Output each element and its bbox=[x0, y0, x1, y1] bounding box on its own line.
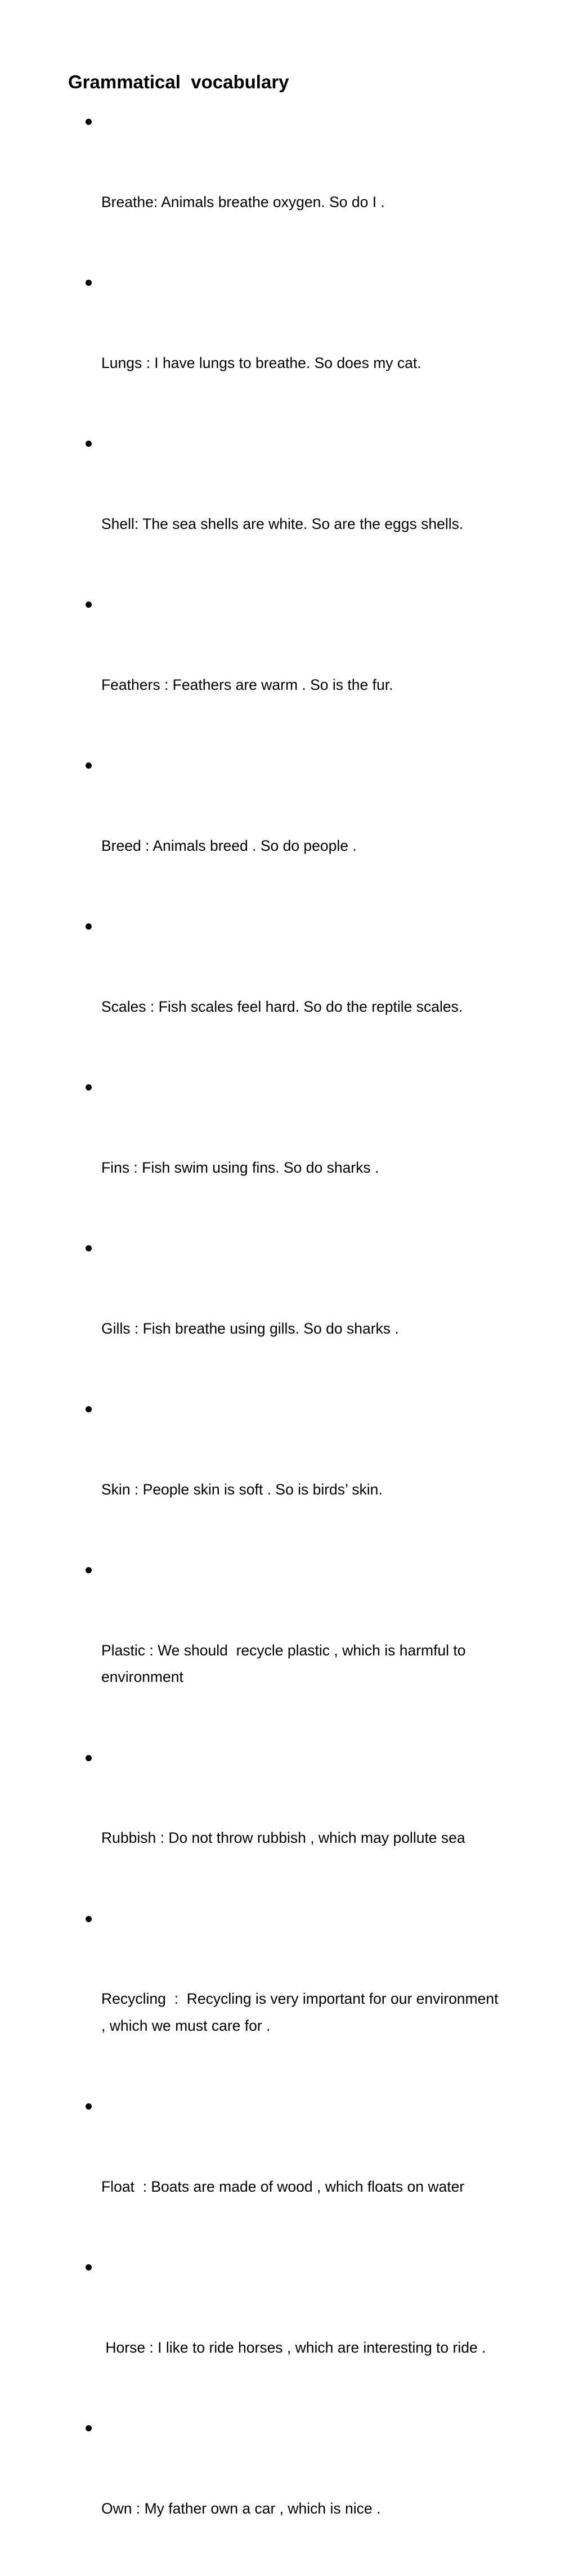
list-item-text: Scales : Fish scales feel hard. So do the reptile scales. bbox=[101, 998, 463, 1015]
list-item bbox=[0, 1074, 506, 1235]
bullet-icon bbox=[86, 1916, 92, 1922]
list-item-text: Horse : I like to ride horses , which are interesting to ride . bbox=[101, 2339, 486, 2356]
list-item-text: Gills : Fish breathe using gills. So do sharks . bbox=[101, 1320, 399, 1337]
bullet-icon bbox=[86, 280, 92, 286]
bullet-icon bbox=[86, 1245, 92, 1251]
list-item-text: Breed : Animals breed . So do people . bbox=[101, 837, 357, 854]
bullet-icon bbox=[86, 2425, 92, 2431]
list-item bbox=[0, 2415, 506, 2575]
bullet-icon bbox=[86, 1755, 92, 1761]
list-item bbox=[0, 1557, 506, 1744]
list-item-text: Feathers : Feathers are warm . So is the fur. bbox=[101, 676, 393, 693]
list-item-text: Recycling : Recycling is very important for our environment , which we must care for . bbox=[101, 1990, 503, 2034]
bullet-icon bbox=[86, 762, 92, 769]
list-item bbox=[0, 1396, 506, 1556]
list-item bbox=[0, 1235, 506, 1395]
list-item-text: Skin : People skin is soft . So is birds’ skin. bbox=[101, 1480, 383, 1498]
list-item-text: Lungs : I have lungs to breathe. So does my cat. bbox=[101, 354, 421, 371]
list-item bbox=[0, 109, 506, 269]
bullet-icon bbox=[86, 923, 92, 930]
bullet-icon bbox=[86, 441, 92, 447]
bullet-icon bbox=[86, 119, 92, 125]
list-item-text: Own : My father own a car , which is nice . bbox=[101, 2499, 381, 2517]
list-item bbox=[0, 913, 506, 1074]
list-item-text: Shell: The sea shells are white. So are the eggs shells. bbox=[101, 515, 464, 532]
list-item bbox=[0, 1906, 506, 2093]
list-item-text: Float : Boats are made of wood , which floats on water bbox=[101, 2178, 465, 2195]
list-item bbox=[0, 1745, 506, 1905]
bullet-icon bbox=[86, 1406, 92, 1412]
list-item bbox=[0, 270, 506, 430]
list-item bbox=[0, 752, 506, 913]
bullet-icon bbox=[86, 2103, 92, 2110]
list-item-text: Plastic : We should recycle plastic , which is harmful to environment bbox=[101, 1641, 470, 1685]
bullet-icon bbox=[86, 2264, 92, 2270]
list-item bbox=[0, 430, 506, 591]
list-item bbox=[0, 2254, 506, 2415]
vocabulary-list bbox=[0, 109, 574, 2576]
list-item-text: Breathe: Animals breathe oxygen. So do I . bbox=[101, 193, 385, 210]
list-item-text: Fins : Fish swim using fins. So do sharks . bbox=[101, 1159, 379, 1176]
list-item bbox=[0, 2093, 506, 2254]
bullet-icon bbox=[86, 1084, 92, 1090]
list-item bbox=[0, 591, 506, 752]
bullet-icon bbox=[86, 1567, 92, 1573]
list-item-text: Rubbish : Do not throw rubbish , which may pollute sea bbox=[101, 1829, 465, 1846]
bullet-icon bbox=[86, 602, 92, 608]
page-title: Grammatical vocabulary bbox=[68, 71, 289, 92]
